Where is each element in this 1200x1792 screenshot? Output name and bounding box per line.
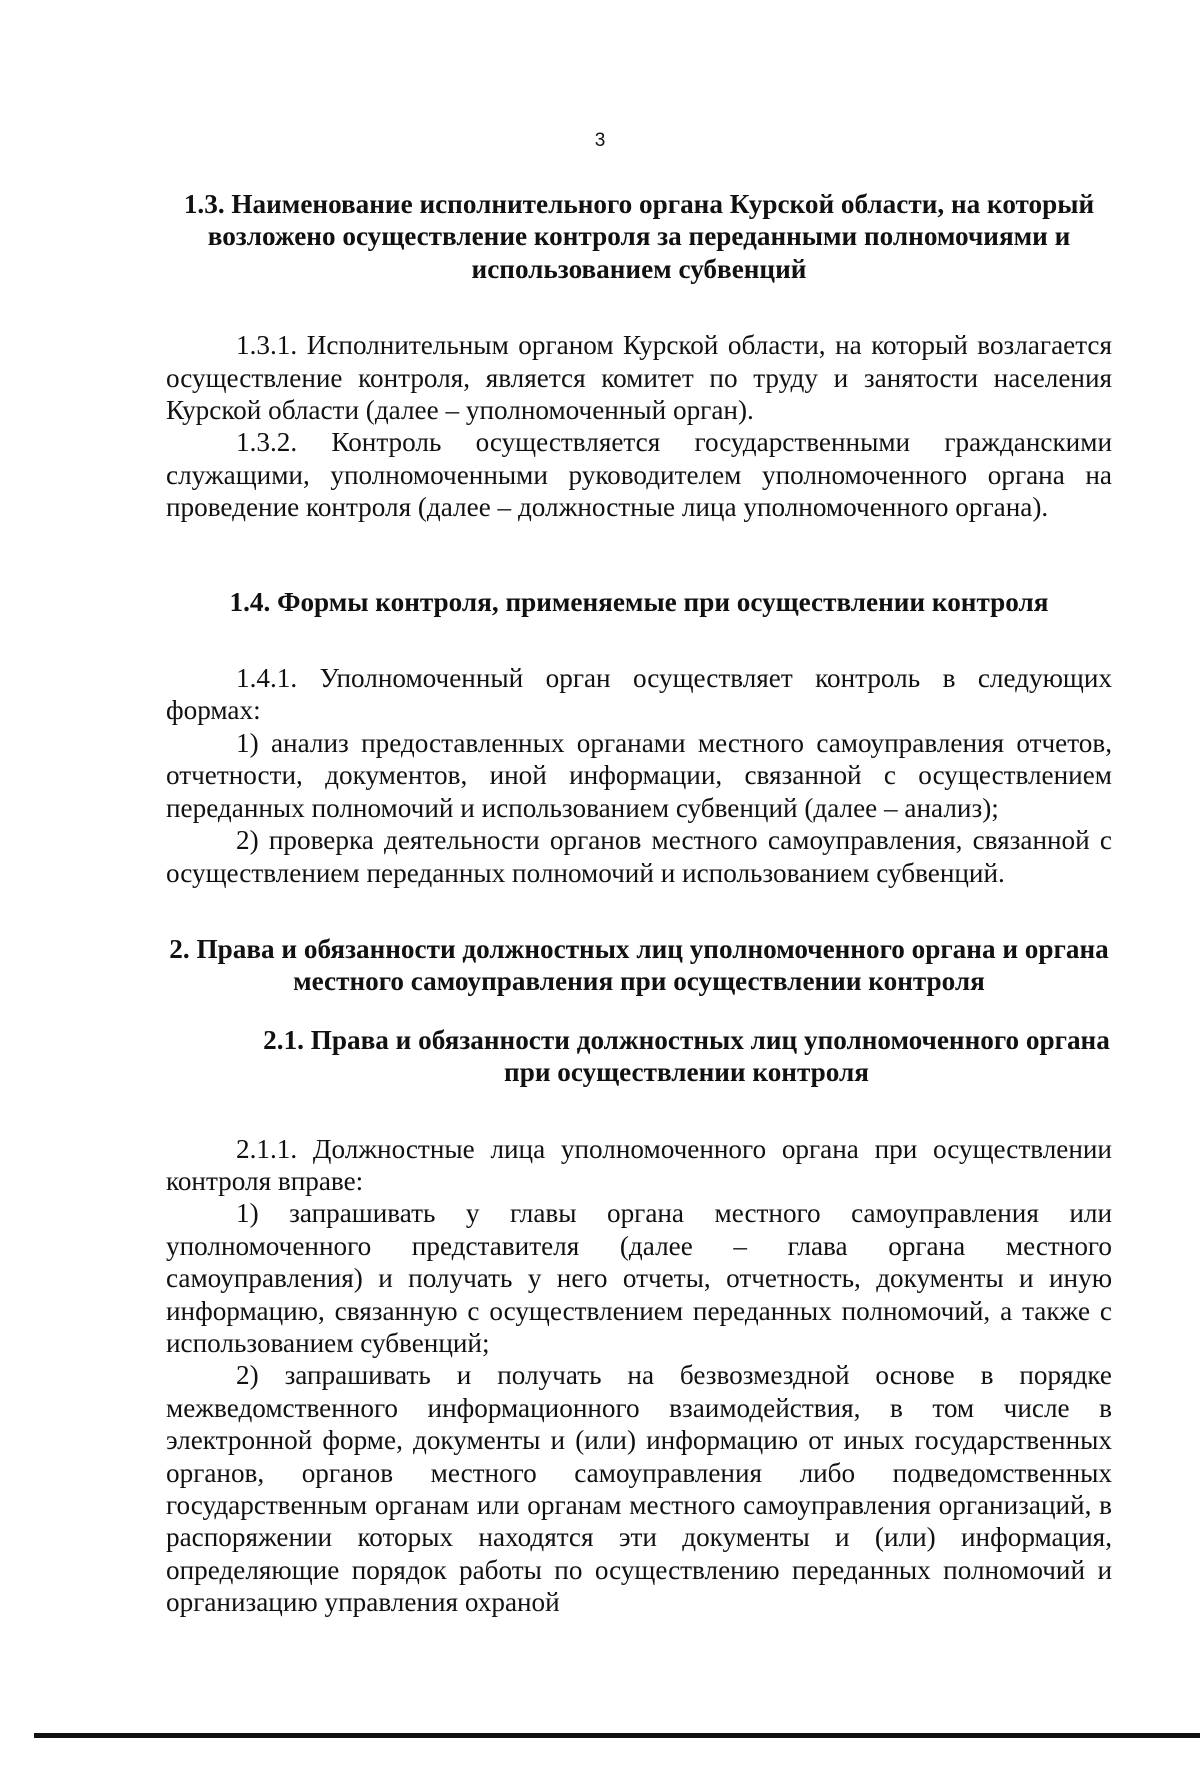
spacer xyxy=(166,524,1112,586)
section-1-4-heading: 1.4. Формы контроля, применяемые при осуществлении контроля xyxy=(229,586,1049,617)
spacer xyxy=(166,618,1112,662)
paragraph-2-1-1-item-1: 1) запрашивать у главы органа местного самоуправления или уполномоченного представителя (далее – глава органа местного самоуправления) и получать у него отчеты, отчетность, документы и иную информацию, связанную с осуществлением переданных полномочий, а также с использованием субвенций; xyxy=(166,1198,1112,1358)
paragraph-2-1-1-item-2: 2) запрашивать и получать на безвозмездной основе в порядке межведомственного информационного взаимодействия, в том числе в электронной форме, документы и (или) информацию от иных государственных органов, органов местного самоуправления либо подведомственных государственным органам или органам местного самоуправления организаций, в распоряжении которых находятся эти документы и (или) информация, определяющие порядок работы по осуществлению переданных полномочий и организацию управления охраной xyxy=(166,1360,1112,1618)
paragraph-1-4-1-item-2: 2) проверка деятельности органов местного самоуправления, связанной с осуществлением переданных полномочий и использованием субвенций. xyxy=(166,825,1112,888)
paragraph-1-4-1: 1.4.1. Уполномоченный орган осуществляет контроль в следующих формах: xyxy=(166,663,1112,726)
paragraph-1-4-1-item-1: 1) анализ предоставленных органами местного самоуправления отчетов, отчетности, документов, иной информации, связанной с осуществлением переданных полномочий и использованием субвенций (далее – анализ); xyxy=(166,727,1112,823)
bottom-rule xyxy=(34,1733,1200,1738)
spacer xyxy=(166,285,1112,329)
document-body xyxy=(166,188,1112,1619)
section-1-3-heading: 1.3. Наименование исполнительного органа Курской области, на который возложено осуществление контроля за переданными полномочиями и использованием субвенций xyxy=(183,189,1095,284)
page-number: 3 xyxy=(594,130,606,151)
spacer xyxy=(166,1089,1112,1133)
paragraph-1-3-1: 1.3.1. Исполнительным органом Курской области, на который возлагается осуществление контроля, является комитет по труду и занятости населения Курской области (далее – уполномоченный орган). xyxy=(166,330,1112,426)
paragraph-1-3-2: 1.3.2. Контроль осуществляется государственными гражданскими служащими, уполномоченными руководителем уполномоченного органа на проведение контроля (далее – должностные лица уполномоченного органа). xyxy=(166,427,1112,523)
spacer xyxy=(166,998,1112,1024)
spacer xyxy=(166,889,1112,933)
paragraph-2-1-1: 2.1.1. Должностные лица уполномоченного органа при осуществлении контроля вправе: xyxy=(166,1133,1112,1196)
section-2-1-heading: 2.1. Права и обязанности должностных лиц уполномоченного органа при осуществлении контроля xyxy=(263,1024,1110,1088)
section-2-heading: 2. Права и обязанности должностных лиц уполномоченного органа и органа местного самоуправления при осуществлении контроля xyxy=(169,933,1109,997)
